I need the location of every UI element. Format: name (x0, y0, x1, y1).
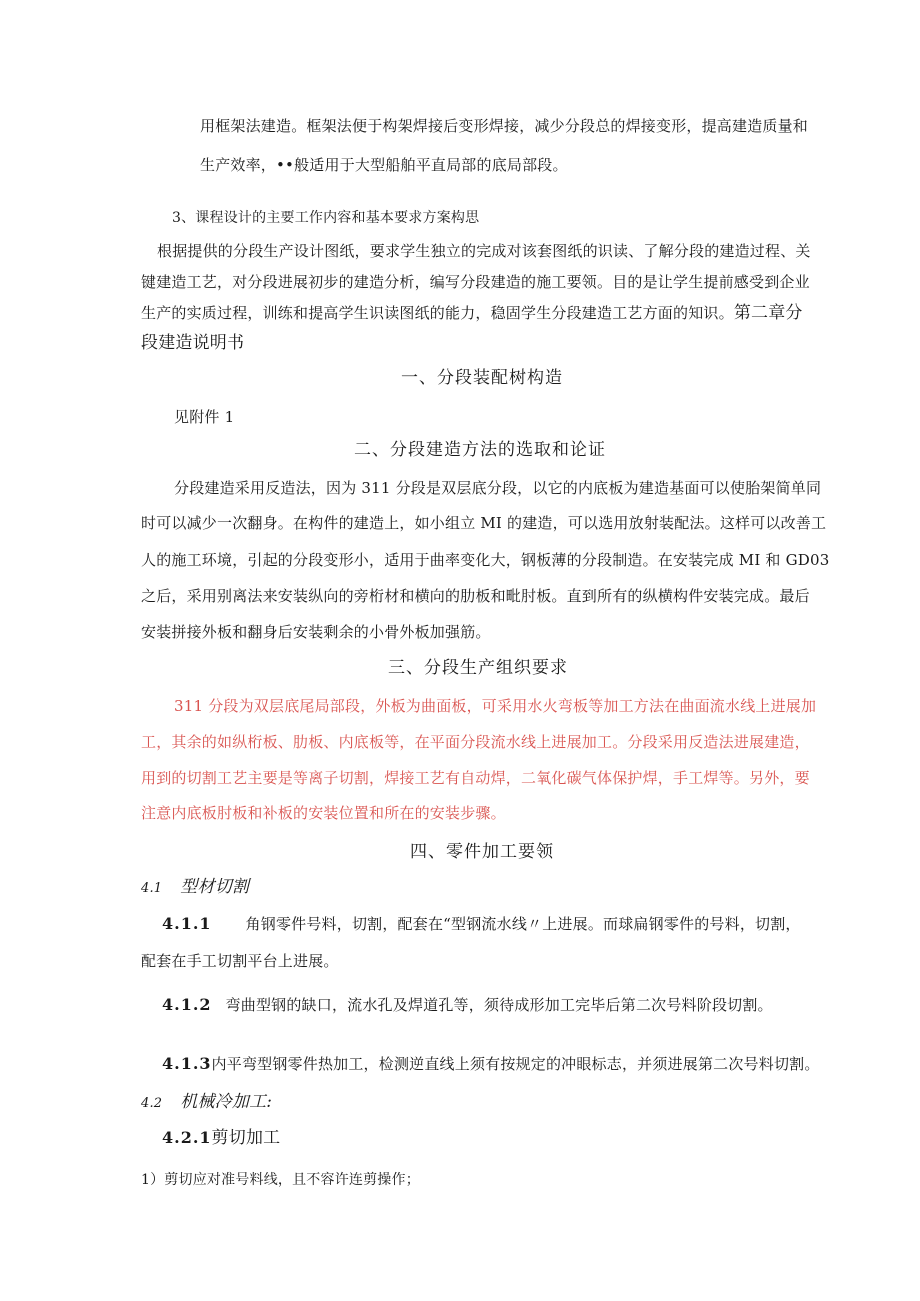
subsection-4-2-title: 机械冷加工: (180, 1092, 273, 1112)
heading-construction-method: 二、分段建造方法的选取和论证 (354, 440, 606, 460)
item-4-1-3 (162, 1054, 820, 1074)
paragraph3-line5: 安装拼接外板和翻身后安装剩余的小骨外板加强筋。 (141, 623, 491, 641)
item-4-2-1 (162, 1128, 280, 1148)
paragraph2-line2: 键建造工艺，对分段进展初步的建造分析，编写分段建造的施工要领。目的是让学生提前感受到企业 (141, 273, 810, 291)
heading-part-processing: 四、零件加工要领 (410, 842, 554, 862)
subsection-4-1 (141, 877, 249, 899)
subsection-4-1-number: 4.1 (141, 881, 163, 896)
paragraph4-line3: 用到的切割工艺主要是等离子切割，焊接工艺有自动焊，二氧化碳气体保护焊，手工焊等。另外，要 (141, 769, 810, 787)
item-4-1-1 (162, 914, 801, 934)
paragraph2-line1: 根据提供的分段生产设计图纸，要求学生独立的完成对该套图纸的识读、了解分段的建造过程、关 (157, 242, 811, 260)
item-4-1-1-line1: 角钢零件号料，切割，配套在“型钢流水线〃上进展。而球扁钢零件的号料，切割， (245, 915, 801, 933)
subsection-4-2 (141, 1092, 272, 1114)
item-4-2-1-title: 剪切加工 (211, 1128, 281, 1148)
item-4-2-1-number: 4.2.1 (162, 1128, 212, 1147)
paragraph4-line1: 311 分段为双层底尾局部段，外板为曲面板，可采用水火弯板等加工方法在曲面流水线上进展加 (174, 697, 817, 715)
paragraph3-line2: 时可以减少一次翻身。在构件的建造上，如小组立 MI 的建造，可以选用放射装配法。这样可以改善工 (141, 514, 827, 532)
chapter2-title-part1: 第二章分 (733, 303, 803, 323)
heading-assembly-tree: 一、分段装配树构造 (401, 368, 563, 388)
paragraph2-line3 (141, 303, 803, 323)
section3-title: 3、课程设计的主要工作内容和基本要求方案构思 (172, 210, 480, 226)
paragraph3-line4: 之后，采用别离法来安装纵向的旁桁材和横向的肋板和毗肘板。直到所有的纵横构件安装完成。最后 (141, 587, 810, 605)
paragraph4-line4: 注意内底板肘板和补板的安装位置和所在的安装步骤。 (141, 804, 506, 822)
item-4-1-3-text: 内平弯型钢零件热加工，检测逆直线上须有按规定的冲眼标志，并须进展第二次号料切割。 (211, 1055, 820, 1073)
heading-production-organization: 三、分段生产组织要求 (388, 658, 568, 678)
item-4-1-2 (162, 995, 773, 1015)
see-attachment: 见附件 1 (174, 408, 235, 426)
paragraph2-line3-text: 生产的实质过程，训练和提高学生识读图纸的能力，稳固学生分段建造工艺方面的知识。 (141, 304, 734, 322)
item-4-1-1-number: 4.1.1 (162, 914, 212, 933)
subsection-4-2-number: 4.2 (141, 1096, 163, 1111)
item-4-1-3-number: 4.1.3 (162, 1054, 212, 1073)
paragraph4-line2: 工，其余的如纵桁板、肋板、内底板等，在平面分段流水线上进展加工。分段采用反造法进展建造， (141, 733, 810, 751)
paragraph3-line3: 人的施工环境，引起的分段变形小，适用于曲率变化大，钢板薄的分段制造。在安装完成 MI 和 GD03 (141, 551, 830, 569)
list-item-1: 1）剪切应对准号料线，且不容许连剪操作； (141, 1172, 420, 1188)
paragraph3-line1: 分段建造采用反造法，因为 311 分段是双层底分段，以它的内底板为建造基面可以使胎架简单同 (174, 479, 822, 497)
paragraph1-line2: 生产效率，••般适用于大型船舶平直局部的底局部段。 (200, 156, 568, 174)
paragraph1-line1: 用框架法建造。框架法便于构架焊接后变形焊接，减少分段总的焊接变形，提高建造质量和 (200, 117, 809, 135)
item-4-1-2-number: 4.1.2 (162, 995, 212, 1014)
subsection-4-1-title: 型材切割 (180, 877, 250, 897)
item-4-1-1-line2: 配套在手工切割平台上进展。 (141, 952, 339, 970)
chapter2-title-part2: 段建造说明书 (141, 333, 245, 353)
item-4-1-2-text: 弯曲型钢的缺口，流水孔及焊道孔等，须待成形加工完毕后第二次号料阶段切割。 (225, 996, 773, 1014)
